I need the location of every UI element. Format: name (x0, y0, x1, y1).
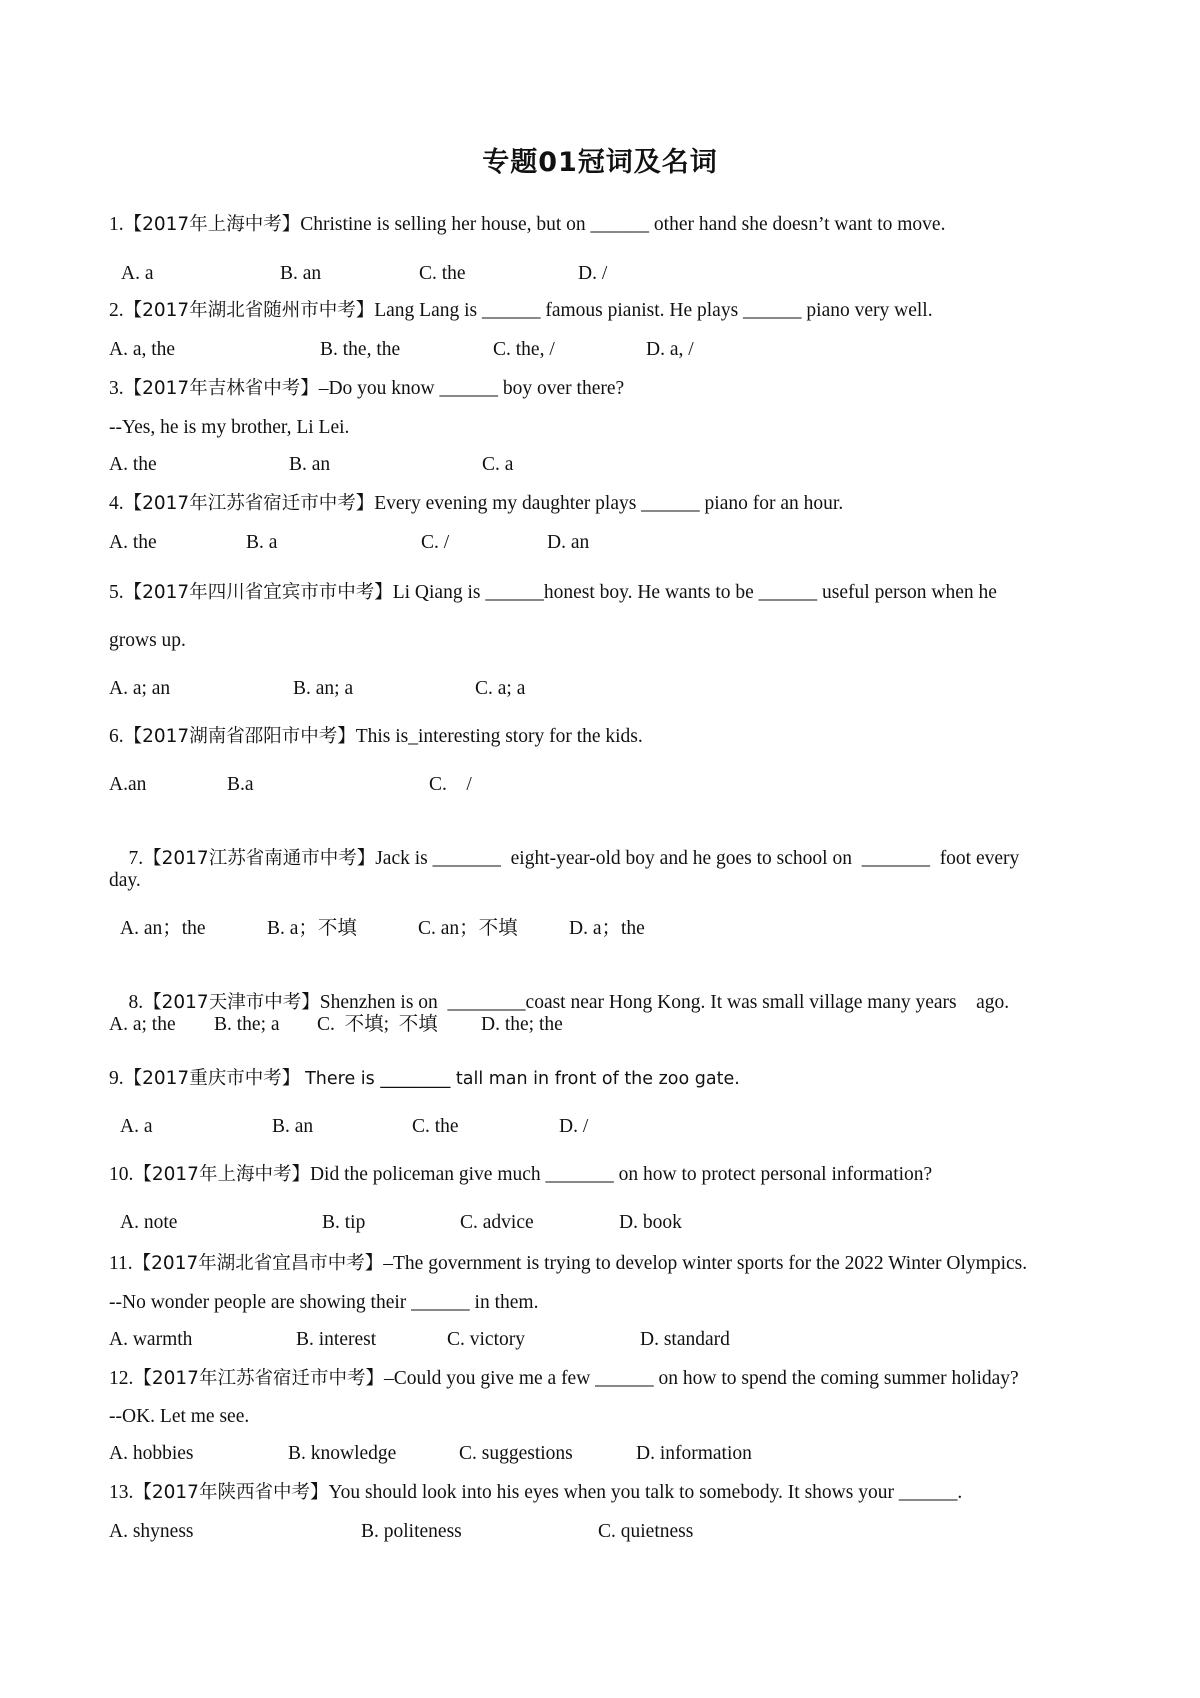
option-b: B. politeness (361, 1521, 462, 1542)
option-a: A. shyness (109, 1521, 194, 1542)
option-b: B. an; a (293, 678, 354, 699)
question-number: 13. (109, 1482, 134, 1503)
question-1 (109, 212, 945, 238)
question-number: 2. (109, 300, 124, 321)
question-source: 【2017年湖北省宜昌市中考】 (132, 1253, 384, 1274)
question-text: Shenzhen is on ________coast near Hong Kong. It was small village many years ago. (319, 992, 1010, 1013)
question-11-line-2: --No wonder people are showing their ______ in them. (109, 1292, 539, 1313)
option-c: C. quietness (598, 1521, 694, 1542)
question-number: 12. (109, 1368, 134, 1389)
option-b: B. tip (322, 1212, 366, 1233)
question-text: Jack is _______ eight-year-old boy and he goes to school on _______ foot every (375, 848, 1020, 869)
option-c: C. advice (460, 1212, 534, 1233)
question-text: –Do you know ______ boy over there? (318, 378, 625, 399)
option-b: B.a (227, 774, 254, 795)
question-text: Lang Lang is ______ famous pianist. He plays ______ piano very well. (374, 300, 933, 321)
option-b: B. a (246, 532, 278, 553)
question-source: 【2017年上海中考】 (123, 214, 301, 235)
option-d: D. an (547, 532, 590, 553)
option-a: A. a, the (109, 339, 176, 360)
option-a: A. warmth (109, 1329, 193, 1350)
option-d: D. information (636, 1443, 752, 1464)
question-7-line-2: day. (109, 870, 141, 891)
question-number: 8. (128, 992, 144, 1013)
option-a: A.an (109, 774, 147, 795)
question-5 (109, 580, 997, 606)
question-12 (109, 1366, 1019, 1392)
question-13 (109, 1480, 962, 1506)
option-d: D. book (619, 1212, 682, 1233)
option-b: B. a；不填 (267, 918, 357, 939)
option-a: A. the (109, 532, 157, 553)
question-2 (109, 298, 933, 324)
question-number: 6. (109, 726, 124, 747)
question-source: 【2017重庆市中考】 (123, 1068, 301, 1089)
question-source: 【2017年江苏省宿迁市中考】 (133, 1368, 384, 1389)
question-7 (109, 820, 1019, 898)
option-a: A. an；the (120, 918, 206, 939)
question-source: 【2017天津市中考】 (143, 992, 320, 1013)
option-c: C. suggestions (459, 1443, 573, 1464)
question-text: You should look into his eyes when you talk to somebody. It shows your ______. (328, 1482, 963, 1503)
option-a: A. a (120, 1116, 153, 1137)
option-b: B. the, the (320, 339, 401, 360)
question-number: 5. (109, 582, 124, 603)
option-c: C. a (482, 454, 514, 475)
question-source: 【2017年四川省宜宾市市中考】 (123, 582, 393, 603)
option-d: D. / (559, 1116, 589, 1137)
option-b: B. an (272, 1116, 314, 1137)
question-source: 【2017年吉林省中考】 (123, 378, 319, 399)
question-source: 【2017年陕西省中考】 (133, 1482, 329, 1503)
question-number: 9. (109, 1068, 124, 1089)
question-source: 【2017年上海中考】 (133, 1164, 310, 1185)
question-text: Every evening my daughter plays ______ piano for an hour. (374, 493, 844, 514)
option-a: A. the (109, 454, 157, 475)
option-c: C. the (412, 1116, 459, 1137)
question-11 (109, 1251, 1027, 1277)
question-number: 4. (109, 493, 124, 514)
question-text: Christine is selling her house, but on ______ other hand she doesn’t want to move. (300, 214, 946, 235)
option-d: D. a, / (646, 339, 694, 360)
question-text: This is_interesting story for the kids. (355, 726, 643, 747)
question-number: 11. (109, 1253, 133, 1274)
question-source: 【2017年湖北省随州市中考】 (123, 300, 375, 321)
option-d: D. a；the (569, 918, 645, 939)
option-b: B. an (280, 263, 322, 284)
option-c: C. an；不填 (418, 918, 518, 939)
option-c: C. a; a (475, 678, 526, 699)
option-d: D. the; the (481, 1014, 563, 1035)
question-10 (109, 1162, 932, 1188)
option-b: B. knowledge (288, 1443, 397, 1464)
question-6 (109, 724, 643, 750)
question-source: 【2017江苏省南通市中考】 (143, 848, 376, 869)
option-a: A. a (121, 263, 154, 284)
question-source: 【2017年江苏省宿迁市中考】 (123, 493, 375, 514)
option-c: C. 不填; 不填 (317, 1014, 438, 1035)
question-text: Li Qiang is ______honest boy. He wants to be ______ useful person when he (392, 582, 997, 603)
page-title: 专题01冠词及名词 (482, 147, 718, 178)
option-a: A. a; the (109, 1014, 176, 1035)
question-text: Did the policeman give much _______ on how to protect personal information? (309, 1164, 933, 1185)
option-c: C. the (419, 263, 466, 284)
question-3 (109, 376, 624, 402)
question-source: 【2017湖南省邵阳市中考】 (123, 726, 356, 747)
question-4 (109, 491, 843, 517)
question-3-line-2: --Yes, he is my brother, Li Lei. (109, 417, 350, 438)
question-12-line-2: --OK. Let me see. (109, 1406, 250, 1427)
option-d: D. standard (640, 1329, 730, 1350)
question-number: 7. (128, 848, 144, 869)
option-c: C. victory (447, 1329, 525, 1350)
question-text: –The government is trying to develop winter sports for the 2022 Winter Olympics. (383, 1253, 1028, 1274)
option-c: C. / (429, 774, 472, 795)
question-9 (109, 1066, 740, 1092)
option-b: B. interest (296, 1329, 377, 1350)
option-a: A. hobbies (109, 1443, 194, 1464)
question-text: –Could you give me a few ______ on how to spend the coming summer holiday? (383, 1368, 1019, 1389)
option-c: C. / (421, 532, 450, 553)
option-d: D. / (578, 263, 608, 284)
question-number: 3. (109, 378, 124, 399)
question-5-line-2: grows up. (109, 630, 186, 651)
option-a: A. note (120, 1212, 178, 1233)
question-text: There is ________ tall man in front of the zoo gate. (305, 1069, 740, 1089)
option-b: B. an (289, 454, 331, 475)
option-a: A. a; an (109, 678, 171, 699)
question-number: 1. (109, 214, 124, 235)
question-number: 10. (109, 1164, 134, 1185)
option-b: B. the; a (214, 1014, 280, 1035)
option-c: C. the, / (493, 339, 555, 360)
